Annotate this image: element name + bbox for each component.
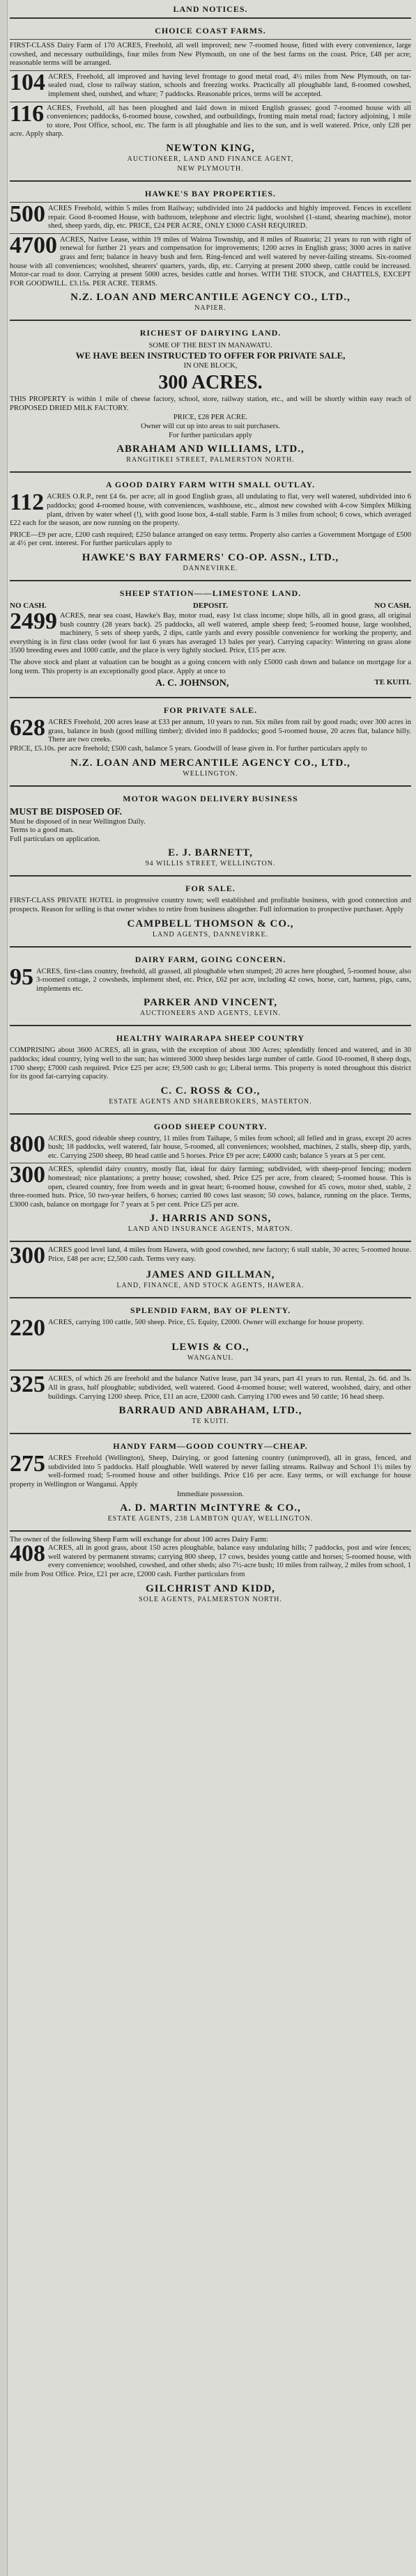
agent-address: ESTATE AGENTS AND SHAREBROKERS, MASTERTON. [109, 1097, 312, 1106]
divider [10, 1113, 411, 1115]
divider [10, 471, 411, 473]
ad-body: COMPRISING about 3600 ACRES, all in grass, with the exception of about 300 Acres; splendidly fenced and watered, and in 30 paddocks; ideal country, lying well to the sun; has wintered 3000 sheep besides large number of cattle. Good 10-roomed, 8 sheep dogs, 1700 sheep; £7000 cash required. Price £25 per acre; £9,500 cash to go; Liberal terms. This property is noted throughout this district for its good fat-carrying capacity. [10, 1046, 411, 1081]
agent-address: LAND, FINANCE, AND STOCK AGENTS, HAWERA. [116, 1282, 305, 1290]
ad-body: ACRES, Freehold, all has been ploughed and laid down in mixed English grasses; good 7-roomed house with all conveniences; paddocks, 6-roomed house, cowshed, and outbuildings, fronting main metal road; factory adjoining, 1 mile to store, Post Office, school, etc. The farm is all ploughable and lies to the sun, and is well watered. Price, only £28 per acre. Apply sharp. [10, 104, 411, 139]
ad-handy-farm [10, 1437, 411, 1527]
agent-address: AUCTIONEER, LAND AND FINANCE AGENT, [127, 155, 294, 163]
agent-name: NEWTON KING, [166, 142, 255, 154]
ad-body: ACRES O.R.P., rent £4 6s. per acre; all in good English grass, all undulating to flat, very well watered, subdivided into 6 paddocks; good 4-roomed house, with conveniences, washhouse, etc., almost new cowshed with 4-cow Simplex Milking plant, driven by water wheel (!), with good loose box, 4-stall stable. Farm is 3 miles from school; 6 cows, which averaged £22 each for the season, are now running on the property. [10, 493, 411, 528]
ad-body: ACRES Freehold (Wellington), Sheep, Dairying, or good fattening country (unimproved), all in grass, fenced, and subdivided into 5 paddocks. Half ploughable. Well watered by never failing streams. Railway and School 1½ miles by well-formed road; 5-roomed house and other buildings. Price £16 per acre. Easy terms, or will exchange for house property in Wellington or Wanganui. Apply [10, 1454, 411, 1489]
divider [10, 785, 411, 787]
agent-location: TE KUITI. [374, 678, 411, 687]
terms-label: DEPOSIT. [192, 602, 229, 611]
ad-hawkes-bay-properties [10, 184, 411, 317]
ad-hawera-land [10, 1245, 411, 1294]
ad-body: ACRES, first-class country, freehold, all grassed, all ploughable when stumped; 20 acres here ploughed, 5-roomed house, also 3-roomed cottage, 2 cowsheds, implement shed, etc. Price, £62 per acre, including 42 cows, horse, cart, harness, pigs, cans, implements etc. [36, 967, 411, 993]
ad-title: MOTOR WAGON DELIVERY BUSINESS [123, 793, 298, 803]
ad-title: FOR SALE. [185, 883, 236, 894]
ad-body: ACRES good level land, 4 miles from Hawera, with good cowshed, new factory; 6 stall stable, 30 acres; 5-roomed house. Price, £48 per acre; £2,500 cash. Terms very easy. [48, 1246, 411, 1264]
divider [10, 580, 411, 581]
agent-row [10, 678, 411, 689]
ad-wairarapa-sheep [10, 1029, 411, 1110]
ad-richest-dairying [10, 324, 411, 469]
ad-body: ACRES, all in good grass, about 150 acres ploughable, balance easy undulating hills; 7 paddocks, post and wire fences; well watered by permanent streams; carrying 800 sheep, 17 cows, besides young cattle and horses; 5-roomed house, with every convenience; woolshed, cowshed, and other sheds; also 7½-acre bush; 10 miles from railway, 2 miles from school, 1 mile from Post Office. Price, £21 per acre, £2000 cash. Further particulars from [10, 1544, 411, 1578]
ad-body: ACRES, Freehold, all improved and having level frontage to good metal road, 4½ miles from New Plymouth, on tar-sealed road, close to railway station, schools and freezing works. Practically all ploughable land, 8-roomed cowshed, implement shed, outshed, and whare; 7 paddocks. Reasonable prices, terms will be accepted. [48, 72, 411, 98]
ad-line: Owner will cut up into areas to suit purchasers. [141, 423, 280, 431]
agent-name: JAMES AND GILLMAN, [146, 1269, 275, 1281]
ad-body: ACRES, Native Lease, within 19 miles of Wairoa Township, and 8 miles of Ruatoria; 21 years to run with right of renewal for further 21 years and compensation for improvements; 1200 acres in English grass; 3000 acres in native grass and fern; balance in heavy bush and fern. Ring-fenced and well watered by never-failing streams. Six-roomed house with all conveniences; woolshed, shearers' quarters, yards, dip, etc. Carrying at present 2000 sheep, cattle could be increased. Motor-car road to door. Carrying at present 5000 acres, besides cattle and horses. WITH THE STOCK, and CHATTELS, EXCEPT FOR GOODWILL. £3.15s. PER ACRE. TERMS. [10, 235, 411, 288]
ad-body: FIRST-CLASS PRIVATE HOTEL in progressive country town; well established and profitable business, with good connection and prospects. Reason for selling is that owner wishes to retire from business altogether. Full information to prospective purchaser. Apply [10, 897, 411, 913]
agent-address: LAND AGENTS, DANNEVIRKE. [152, 930, 269, 938]
ad-title: GOOD SHEEP COUNTRY. [153, 1121, 268, 1131]
ad-dairy-going-concern [10, 950, 411, 1023]
ad-line: Full particulars on application. [10, 835, 101, 843]
agent-location: WELLINGTON. [183, 769, 238, 778]
divider [10, 1297, 411, 1298]
acreage-number: 628 [10, 715, 45, 741]
divider [10, 1530, 411, 1532]
ad-headline: MUST BE DISPOSED OF. [10, 806, 123, 817]
agent-address: 94 WILLIS STREET, WELLINGTON. [145, 860, 276, 868]
agent-name: PARKER AND VINCENT, [144, 997, 277, 1009]
acreage-number: 104 [10, 69, 45, 95]
terms-label: NO CASH. [374, 602, 411, 611]
ad-line: IN ONE BLOCK, [183, 362, 238, 370]
ad-body: ACRES, of which 26 are freehold and the balance Native lease, part 34 years, part 41 years to run. Rental, 2s. 6d. and 3s. All in grass, half ploughable; subdivided, well watered. Good 4-roomed house; well watered, woolshed, dairy, and other buildings. Carrying 1200 sheep. Price, £11 an acre, £2000 cash. Carrying 1700 ewes and 50 cattle; 16 head sheep. [48, 1375, 411, 1401]
ad-title: HAWKE'S BAY PROPERTIES. [144, 188, 277, 198]
agent-location: DANNEVIRKE. [183, 565, 238, 573]
ad-good-dairy-farm [10, 476, 411, 577]
agent-name: A. D. MARTIN McINTYRE & CO., [120, 1502, 301, 1514]
ad-line: WE HAVE BEEN INSTRUCTED TO OFFER FOR PRIVATE SALE, [75, 350, 346, 361]
agent-address: ESTATE AGENTS, 238 LAMBTON QUAY, WELLINGTON. [107, 1514, 314, 1523]
ad-title: DAIRY FARM, GOING CONCERN. [134, 954, 286, 964]
agent-address: SOLE AGENTS, PALMERSTON NORTH. [139, 1595, 282, 1603]
agent-location: NAPIER. [194, 304, 226, 313]
acreage-number: 300 [10, 1243, 45, 1269]
price: PRICE—£9 per acre, £200 cash required; £250 balance arranged on easy terms. Property also carries a Government Mortgage of £500 at 4½ per cent. interest. For further particulars apply to [10, 531, 411, 548]
ad-body: ACRES, near sea coast, Hawke's Bay, motor road, easy 1st class income; slope hills, all in good grass, all original bush country (28 years back). 25 paddocks, all well watered, ample sheep feed; 5-roomed house, large woolshed, machinery, 5 sets of sheep yards, 2 dips, cattle yards and every possible convenience for working the property, and everything is in first class order (wool for last 6 years has averaged 13 bales per year). Carrying capacity: Wintering on grass alone 3500 breeding ewes and 1000 cattle, and the place is very lightly stocked. Price, £15 per acre. [10, 612, 411, 655]
divider [10, 946, 411, 948]
section-header: LAND NOTICES. [173, 4, 248, 14]
divider [10, 875, 411, 877]
acreage-number: 95 [10, 964, 33, 990]
price: PRICE, £28 PER ACRE. [173, 414, 248, 422]
ad-body: ACRES, carrying 100 cattle, 500 sheep. Price, £5. Equity, £2000. Owner will exchange for house property. [48, 1319, 364, 1327]
ad-body: ACRES Freehold, within 5 miles from Railway; subdivided into 24 paddocks and highly improved. Fences in excellent repair. Good 8-roomed House, with bathroom, telephone and electric light, woolshed (1-stand, shearing machine), motor shed, sheep yards, dip, etc. PRICE, £24 PER ACRE, ONLY £3000 CASH REQUIRED. [48, 204, 411, 230]
acreage-number: 220 [10, 1315, 45, 1342]
agent-location: WANGANUI. [187, 1354, 234, 1362]
ad-title: CHOICE COAST FARMS. [155, 26, 266, 36]
agent-name: BARRAUD AND ABRAHAM, LTD., [118, 1405, 302, 1417]
classifieds-column [10, 0, 411, 1608]
divider [10, 233, 411, 234]
acreage-number: 500 [10, 201, 45, 227]
ad-intro: The owner of the following Sheep Farm will exchange for about 100 acres Dairy Farm: [10, 1535, 268, 1544]
ad-title: A GOOD DAIRY FARM WITH SMALL OUTLAY. [105, 480, 316, 490]
agent-name: J. HARRIS AND SONS, [149, 1213, 272, 1225]
ad-subtitle: SOME OF THE BEST IN MANAWATU. [148, 342, 272, 350]
acreage-number: 2499 [10, 608, 57, 635]
acreage-number: 300 [10, 1162, 45, 1188]
ad-sheep-station [10, 584, 411, 694]
ad-body: ACRES Freehold, 200 acres lease at £33 per annum, 10 years to run. Six miles from rail by good roads; over 300 acres in grass, balance in bush (good milling timber); divided into 8 paddocks; good 5-roomed house, 20 acres flat, balance hilly. There are two creeks. [48, 718, 411, 744]
agent-name: GILCHRIST AND KIDD, [146, 1582, 275, 1594]
ad-title: SPLENDID FARM, BAY OF PLENTY. [130, 1305, 291, 1316]
agent-address: RANGITIKEI STREET, PALMERSTON NORTH. [126, 456, 295, 464]
ad-title: SHEEP STATION——LIMESTONE LAND. [119, 588, 302, 599]
ad-title: HANDY FARM—GOOD COUNTRY—CHEAP. [113, 1441, 308, 1452]
agent-name: N.Z. LOAN AND MERCANTILE AGENCY CO., LTD., [70, 292, 350, 304]
agent-name: HAWKE'S BAY FARMERS' CO-OP. ASSN., LTD., [82, 552, 339, 564]
divider [10, 202, 411, 203]
acreage-number: 408 [10, 1541, 45, 1567]
agent-name: ABRAHAM AND WILLIAMS, LTD., [116, 443, 305, 455]
agent-location: TE KUITI. [192, 1417, 229, 1426]
acreage-number: 325 [10, 1372, 45, 1398]
agent-address: LAND AND INSURANCE AGENTS, MARTON. [128, 1225, 293, 1234]
ad-choice-coast-farms [10, 22, 411, 178]
ad-for-sale-hotel [10, 879, 411, 943]
ad-good-sheep-country [10, 1117, 411, 1239]
acreage-number: 4700 [10, 232, 57, 258]
agent-name: A. C. JOHNSON, [155, 678, 229, 689]
acreage-number: 300 ACRES. [158, 372, 263, 394]
ad-line: Immediate possession. [177, 1490, 244, 1498]
divider [10, 39, 411, 40]
divider [10, 180, 411, 182]
terms-label: NO CASH. [10, 602, 47, 611]
agent-location: NEW PLYMOUTH. [177, 164, 244, 173]
ad-motor-wagon [10, 790, 411, 873]
divider [10, 1433, 411, 1434]
ad-te-kuiti-land [10, 1374, 411, 1430]
agent-address: AUCTIONEERS AND AGENTS, LEVIN. [140, 1010, 281, 1018]
divider [10, 697, 411, 698]
divider [10, 320, 411, 321]
agent-name: C. C. ROSS & CO., [160, 1085, 261, 1097]
divider [10, 17, 411, 19]
acreage-number: 800 [10, 1131, 45, 1157]
ad-bay-of-plenty [10, 1301, 411, 1367]
agent-name: N.Z. LOAN AND MERCANTILE AGENCY CO., LTD., [70, 757, 350, 769]
divider [10, 1241, 411, 1242]
ad-title: FOR PRIVATE SALE. [163, 705, 258, 716]
ad-title: RICHEST OF DAIRYING LAND. [139, 328, 282, 338]
cash-terms-row [10, 602, 411, 610]
agent-name: LEWIS & CO., [171, 1342, 249, 1353]
ad-title: HEALTHY WAIRARAPA SHEEP COUNTRY [116, 1033, 305, 1044]
agent-name: E. J. BARNETT, [168, 847, 253, 859]
acreage-number: 275 [10, 1451, 45, 1477]
ad-body: ACRES, splendid dairy country, mostly flat, ideal for dairy farming; subdivided, with sheep-proof fencing; modern homestead; nice plantations; a pretty house; cowshed, shed. Price £25 per acre, from cleared; 5-roomed house. This is open, cleared country, free from weeds and in great heart; 6-roomed house, cowshed for 45 cows, motor shed, stable, 2 three-roomed huts. Price, 50 two-year heifers, 6 horses; carried 80 cows last season; 50 cows, balance, running on the place. Terms, £3000 cash, balance on mortgage for 7 years at 5 per cent. Price £25 per acre. [10, 1165, 411, 1209]
page-margin [0, 0, 8, 2576]
acreage-number: 116 [10, 100, 45, 127]
ad-sheep-farm-exchange [10, 1534, 411, 1608]
ad-body: Must be disposed of in near Wellington Daily. [10, 817, 146, 826]
divider [10, 1369, 411, 1371]
acreage-number: 112 [10, 489, 45, 516]
ad-line: Terms to a good man. [10, 826, 74, 835]
agent-name: CAMPBELL THOMSON & CO., [127, 918, 294, 929]
ad-body: FIRST-CLASS Dairy Farm of 170 ACRES, Freehold, all well improved; new 7-roomed house, fitted with every convenience, large cowshed, and necessary outbuildings, four miles from New Plymouth, on one of the best farms on the coast. Price, £48 per acre; reasonable terms will be arranged. [10, 42, 411, 68]
divider [10, 70, 411, 71]
ad-body: The above stock and plant at valuation can be bought as a going concern with only £5000 cash down and balance on mortgage for a long term. This property is an exceptionally good place. Apply at once to [10, 659, 411, 675]
ad-body: THIS PROPERTY is within 1 mile of cheese factory, school, store, railway station, etc., and will be shortly within easy reach of PROPOSED DRIED MILK FACTORY. [10, 395, 411, 412]
ad-body: ACRES, good rideable sheep country, 11 miles from Taihape, 5 miles from school; all felled and in grass, except 20 acres bush; 18 paddocks, well watered, fair house, 5-roomed, all conveniences; woolshed, machines, 2 stalls, sheep dip, yards, etc. Carrying 2500 sheep, 80 head cattle and 5 horses. Price £9 per acre; £4000 cash; balance 5 years at 5 per cent. [48, 1134, 411, 1160]
ad-private-sale [10, 701, 411, 782]
divider [10, 1025, 411, 1026]
ad-line: For further particulars apply [169, 432, 252, 440]
price: PRICE, £5.10s. per acre freehold; £500 cash, balance 5 years. Goodwill of lease given in. For further particulars apply to [10, 744, 367, 753]
